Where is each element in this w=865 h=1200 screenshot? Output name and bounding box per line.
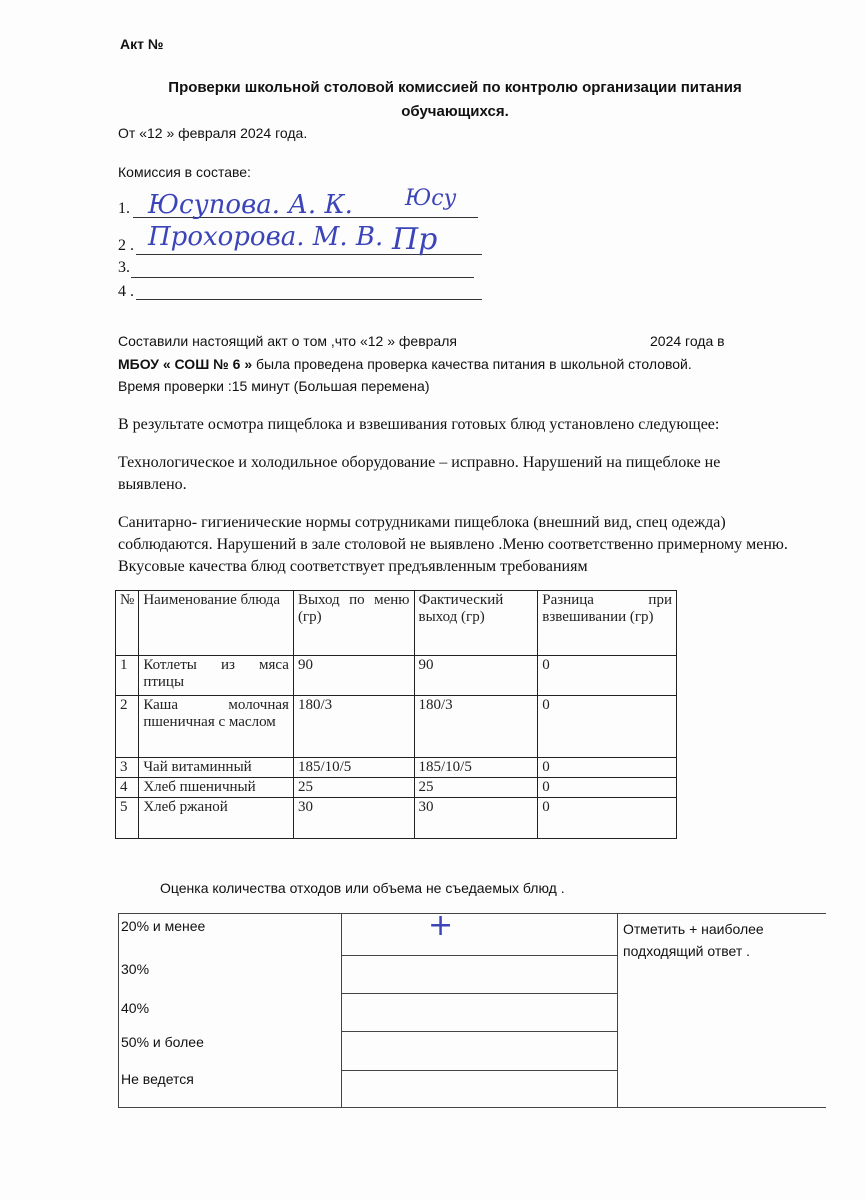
waste-note-cell [618,914,827,1108]
cell-menu-yield: 25 [293,778,414,798]
school-name: МБОУ « СОШ № 6 » [118,356,253,372]
member-number: 4 . [118,283,134,300]
cell-menu-yield: 180/3 [293,696,414,758]
member-number: 2 . [118,237,134,254]
member-name-handwritten: Прохорова. М. В. [148,222,384,252]
member-line [131,277,474,278]
cell-actual-yield: 30 [414,798,538,839]
cell-difference: 0 [538,758,677,778]
cell-difference: 0 [538,778,677,798]
dish-table [115,590,677,839]
header-cell: Фактический выход (гр) [414,591,538,656]
cell-num: 4 [116,778,139,798]
waste-option: 30% [121,961,150,977]
member-number: 1. [118,200,130,217]
table-row [116,758,677,778]
waste-table [118,908,826,1108]
cell-difference: 0 [538,798,677,839]
cell-actual-yield: 25 [414,778,538,798]
waste-option: 20% и менее [121,918,206,934]
paragraph-1: В результате осмотра пищеблока и взвешивания готовых блюд установлено следующее: [118,416,720,433]
waste-option: 40% [121,1000,150,1016]
date-line: От «12 » февраля 2024 года. [118,125,308,141]
cell-difference: 0 [538,656,677,696]
waste-mark-column [342,908,618,1108]
act-line-1-year: 2024 года в [650,333,725,349]
signature: Пр [392,222,438,257]
cell-actual-yield: 185/10/5 [414,758,538,778]
cell-difference: 0 [538,696,677,758]
table-row [116,656,677,696]
heading: Проверки школьной столовой комиссией по контролю организации питания обучающихся. [168,79,742,120]
waste-option: 50% и более [121,1034,204,1050]
paragraph-3: Санитарно- гигиенические нормы сотрудниками пищеблока (внешний вид, спец одежда) соблюдаются. Нарушений в зале столовой не выявлено .Меню соответственно примерному меню. Вкусовые качества блюд соответствует предъявленным требованиям [118,514,788,575]
member-name-handwritten: Юсупова. А. К. [148,190,353,220]
cell-dish: Котлеты из мяса птицы [139,656,294,696]
header-cell: Наименование блюда [139,591,294,656]
act-line-2 [118,356,692,372]
paragraph-2: Технологическое и холодильное оборудование – исправно. Нарушений на пищеблоке не выявлено. [118,454,721,493]
cell-actual-yield: 180/3 [414,696,538,758]
signature: Юсу [405,186,457,211]
time-line: Время проверки :15 минут (Большая перемена) [118,378,430,394]
table-row [116,798,677,839]
cell-num: 2 [116,696,139,758]
cell-menu-yield: 185/10/5 [293,758,414,778]
header-cell: Выход по меню (гр) [293,591,414,656]
header-cell: Разница при взвешивании (гр) [538,591,677,656]
header-cell: № [116,591,139,656]
member-number: 3. [118,259,130,276]
table-row [116,696,677,758]
act-line-2-rest: была проведена проверка качества питания в школьной столовой. [252,356,692,372]
act-line-1: Составили настоящий акт о том ,что «12 » февраля [118,333,457,349]
cell-dish: Хлеб ржаной [139,798,294,839]
cell-num: 5 [116,798,139,839]
commission-label: Комиссия в составе: [118,164,251,180]
waste-options-cell [119,914,342,1108]
table-header-row [116,591,677,656]
cell-dish: Каша молочная пшеничная с маслом [139,696,294,758]
cell-actual-yield: 90 [414,656,538,696]
mark-cell[interactable] [342,955,617,993]
member-line [136,299,482,300]
cell-dish: Хлеб пшеничный [139,778,294,798]
cell-dish: Чай витаминный [139,758,294,778]
waste-title: Оценка количества отходов или объема не съедаемых блюд . [160,880,565,896]
act-title: Акт № [120,36,164,52]
cell-num: 1 [116,656,139,696]
waste-option: Не ведется [121,1071,194,1087]
checkmark-plus[interactable]: + [428,908,454,943]
cell-menu-yield: 30 [293,798,414,839]
cell-num: 3 [116,758,139,778]
table-row [116,778,677,798]
waste-note: Отметить + наиболее подходящий ответ . [623,921,764,959]
cell-menu-yield: 90 [293,656,414,696]
